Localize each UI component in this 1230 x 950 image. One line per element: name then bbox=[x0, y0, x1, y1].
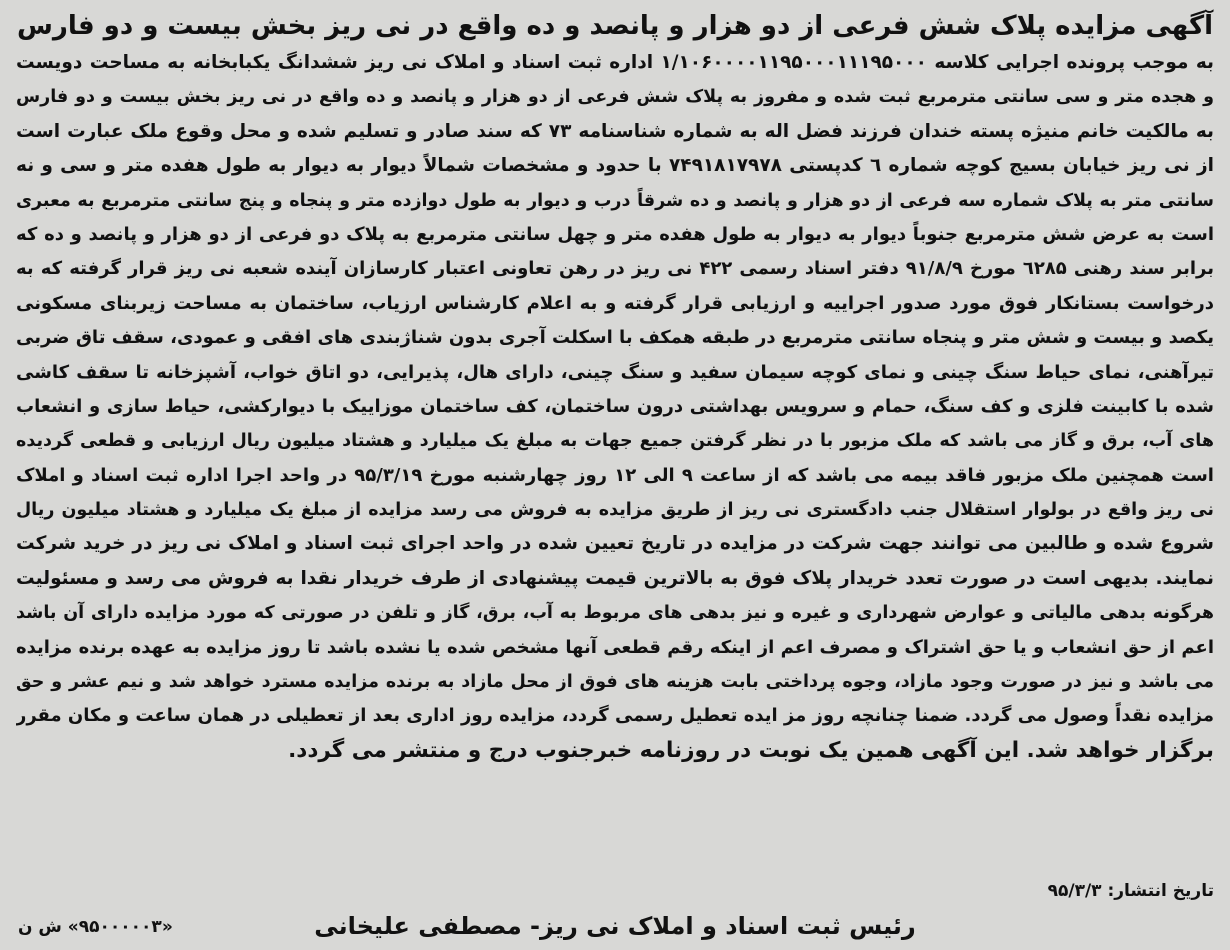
notice-body-line: از نی ریز خیابان بسیج کوچه شماره ٦ کدپستی ۷۴۹۱۸۱۷۹۷۸ با حدود و مشخصات شمالاً دیوار به دیوار به طول هفده متر و سی و نه bbox=[16, 155, 1214, 177]
notice-body-line: مزایده نقداً وصول می گردد. ضمنا چنانچه روز مز ایده تعطیل رسمی گردد، مزایده روز اداری بعد از تعطیلی در همان ساعت و مکان مقرر bbox=[16, 705, 1214, 727]
notice-body-line: سانتی متر به پلاک شماره سه فرعی از دو هزار و پانصد و ده شرقاً درب و دیوار به طول دوازده متر و پنجاه و پنج سانتی مترمربع به معبری bbox=[16, 190, 1214, 211]
notice-body-line: نی ریز واقع در بولوار استقلال جنب دادگستری نی ریز از طریق مزایده به فروش می رسد مزایده از مبلغ یک میلیارد و هشتاد میلیون ریال bbox=[16, 500, 1214, 521]
notice-body-line: تیرآهنی، نمای حیاط سنگ چینی و نمای کوچه سیمان سفید و سنگ چینی، دارای هال، پذیرایی، دو اتاق خواب، آشپزخانه تا سقف کاشی bbox=[16, 361, 1214, 383]
notice-body-line: برابر سند رهنی ٦۲۸۵ مورخ ۹۱/۸/۹ دفتر اسناد رسمی ۴۲۲ نی ریز در رهن تعاونی اعتبار کارسازان آینده شعبه نی ریز قرار گرفته که به bbox=[16, 258, 1214, 280]
notice-body-line: یکصد و بیست و شش متر و پنجاه سانتی مترمربع در طبقه همکف با اسکلت آجری بدون شناژبندی های افقی و عمودی، سقف تاق ضربی bbox=[16, 327, 1214, 349]
reference-code: «۹۵۰۰۰۰۰۳» ش ن bbox=[18, 917, 173, 937]
notice-body-line: است همچنین ملک مزبور فاقد بیمه می باشد که از ساعت ۹ الی ۱۲ روز چهارشنبه مورخ ۹۵/۳/۱۹ در واحد اجرا اداره ثبت اسناد و املاک bbox=[16, 464, 1214, 486]
notice-body-line: شروع شده و طالبین می توانند جهت شرکت در مزایده در تاریخ تعیین شده در واحد اجرای ثبت اسناد و املاک نی ریز در خرید شرکت bbox=[16, 533, 1214, 555]
signature: رئیس ثبت اسناد و املاک نی ریز- مصطفی علیخانی bbox=[314, 912, 916, 940]
notice-body-line: اعم از حق انشعاب و یا حق اشتراک و مصرف اعم از اینکه رقم قطعی آنها مشخص شده یا نشده باشد تا روز مزایده به عهده برنده مزایده bbox=[16, 636, 1214, 658]
notice-body bbox=[16, 46, 1214, 768]
notice-body-line: هرگونه بدهی مالیاتی و عوارض شهرداری و غیره و نیز بدهی های مربوط به آب، برق، گاز و تلفن در صورتی که مورد مزایده دارای آن باشد bbox=[16, 603, 1214, 624]
notice-body-line: است به عرض شش مترمربع جنوباً دیوار به دیوار به طول هفده متر و چهل سانتی مترمربع به پلاک دو فرعی از دو هزار و پانصد و ده که bbox=[16, 223, 1214, 245]
notice-body-line: های آب، برق و گاز می باشد که ملک مزبور با در نظر گرفتن جمیع جهات به مبلغ یک میلیارد و هشتاد میلیون ریال ارزیابی و قطعی گردیده bbox=[16, 431, 1214, 452]
notice-title: آگهی مزایده پلاک شش فرعی از دو هزار و پانصد و ده واقع در نی ریز بخش بیست و دو فارس bbox=[16, 11, 1213, 41]
notice-body-line: و هجده متر و سی سانتی مترمربع ثبت شده و مفروز به پلاک شش فرعی از دو هزار و پانصد و ده واقع در نی ریز بخش بیست و دو فارس bbox=[16, 87, 1214, 108]
notice-body-line: می باشد و نیز در صورت وجود مازاد، وجوه پرداختی بابت هزینه های فوق از محل مازاد به برنده مزایده مسترد خواهد شد و نیم عشر و حق bbox=[16, 672, 1214, 693]
notice-body-line: به مالکیت خانم منیژه پسته خندان فرزند فضل اله به شماره شناسنامه ۷۳ که سند صادر و تسلیم شده و محل وقوع ملک عبارت است bbox=[16, 120, 1214, 142]
notice-body-line: نمایند. بدیهی است در صورت تعدد خریدار پلاک فوق به بالاترین قیمت پیشنهادی از طرف خریدار نقدا به فروش می رسد و مسئولیت bbox=[16, 567, 1214, 589]
notice-body-line: درخواست بستانکار فوق مورد صدور اجراییه و ارزیابی قرار گرفته و به اعلام کارشناس ارزیاب، ساختمان به مساحت زیربنای مسکونی bbox=[16, 292, 1214, 314]
notice-body-line: به موجب پرونده اجرایی کلاسه ۱/۱۰۶۰۰۰۰۱۱۹۵۰۰۰۱۱۱۹۵۰۰۰ اداره ثبت اسناد و املاک نی ریز ششدانگ یکبابخانه به مساحت دویست bbox=[16, 52, 1214, 73]
notice-body-line: شده با کابینت فلزی و کف سنگ، حمام و سرویس بهداشتی درون ساختمان، کف ساختمان موزاییک با دیوارکشی، حیاط سازی و انشعاب bbox=[16, 395, 1214, 417]
notice-body-line: برگزار خواهد شد. این آگهی همین یک نوبت در روزنامه خبرجنوب درج و منتشر می گردد. bbox=[288, 737, 1214, 763]
publish-date: تاریخ انتشار: ۹۵/۳/۳ bbox=[1047, 881, 1214, 901]
